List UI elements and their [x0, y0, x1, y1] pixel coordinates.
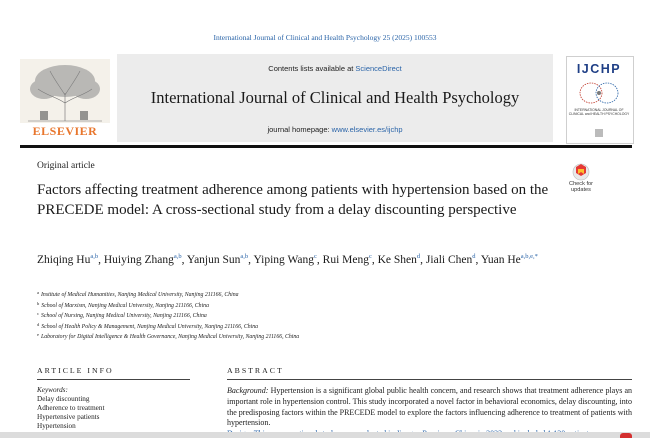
cover-subtitle: INTERNATIONAL JOURNAL OF CLINICAL and HEALTH PSYCHOLOGY: [568, 108, 630, 116]
check-for-updates-label[interactable]: Check for updates: [569, 181, 593, 193]
keyword: Hypertensive patients: [37, 413, 100, 421]
header-rule: [20, 145, 632, 148]
contents-line: [117, 64, 553, 73]
author[interactable]: Huiying Zhang$^{a,b}$: [103, 253, 182, 266]
affiliation: $^c$ School of Nursing, Nanjing Medical University, Nanjing 211166, China: [37, 311, 207, 320]
viewer-bottom-bar: [0, 432, 650, 438]
keywords-label: Keywords:: [37, 386, 68, 394]
author[interactable]: Zhiqing Hu$^{a,b}$: [37, 253, 99, 266]
author-list: Zhiqing Hu$^{a,b}$, Huiying Zhang$^{a,b}$, Yanjun Sun$^{a,b}$, Yiping Wang$^c$, Rui Meng$^c$, Ke Shen$^d$, Jiali Chen$^d$, Yuan $He^{a,b,e,*}$: [37, 253, 538, 266]
author[interactable]: Ke Shen$^d$: [377, 253, 421, 266]
keyword: Delay discounting: [37, 395, 90, 403]
author[interactable]: Rui Meng$^c$: [322, 253, 372, 266]
author[interactable]: Yuan $He^{a,b,e,*}$: [480, 253, 538, 266]
keyword: Adherence to treatment: [37, 404, 105, 412]
article-info-heading: ARTICLE INFO: [37, 366, 114, 375]
keyword: Hypertension: [37, 422, 76, 430]
running-head: International Journal of Clinical and Health Psychology 25 (2025) 100553: [213, 33, 437, 42]
journal-homepage-link[interactable]: www.elsevier.es/ijchp: [331, 125, 403, 134]
affiliation: $^d$ School of Health Policy & Management, Nanjing Medical University, Nanjing 211166, China: [37, 321, 259, 330]
cover-publisher-icon: [594, 128, 604, 138]
abstract-body: [227, 386, 632, 429]
article-type: Original article: [37, 161, 95, 171]
viewer-indicator-icon[interactable]: [620, 433, 632, 438]
elsevier-wordmark: ELSEVIER: [32, 124, 98, 138]
journal-title: International Journal of Clinical and Health Psychology: [150, 88, 520, 107]
author[interactable]: Yiping Wang$^c$: [253, 253, 317, 266]
article-title: Factors affecting treatment adherence among patients with hypertension based on the PRECEDE model: A cross-sectional study from a delay discounting perspective: [37, 182, 549, 218]
cover-acronym: IJCHP: [576, 62, 622, 76]
article-info-rule: [37, 379, 190, 380]
keywords-block: [37, 386, 187, 431]
homepage-prefix: journal homepage:: [267, 125, 332, 134]
contents-prefix: Contents lists available at: [268, 64, 356, 73]
sciencedirect-link[interactable]: ScienceDirect: [355, 64, 402, 73]
author[interactable]: Yanjun Sun$^{a,b}$: [186, 253, 249, 266]
affiliation-list: [37, 289, 627, 342]
background-text: Hypertension is a significant global public health concern, and research shows that treatment adherence plays an important role in hypertension control. This study incorporated a novel factor in behavioral economics, delay discounting, into the predisposing factors within the PRECEDE model to explore the factors influencing adherence to treatment of patients with hypertension.: [227, 386, 632, 428]
abstract-rule: [227, 379, 632, 380]
author[interactable]: Jiali Chen$^d$: [425, 253, 476, 266]
affiliation: $^b$ School of Marxism, Nanjing Medical University, Nanjing 211166, China: [37, 300, 209, 309]
affiliation: $^a$ Institute of Medical Humanities, Nanjing Medical University, Nanjing 211166, China: [37, 290, 239, 298]
abstract-heading: ABSTRACT: [227, 366, 284, 375]
background-label: Background:: [227, 386, 269, 395]
affiliation: $^e$ Laboratory for Digital Intelligence & Health Governance, Nanjing Medical University, Nanjing 211166, China: [37, 332, 300, 341]
cover-brain-icon: [578, 80, 620, 106]
homepage-line: [117, 125, 553, 134]
